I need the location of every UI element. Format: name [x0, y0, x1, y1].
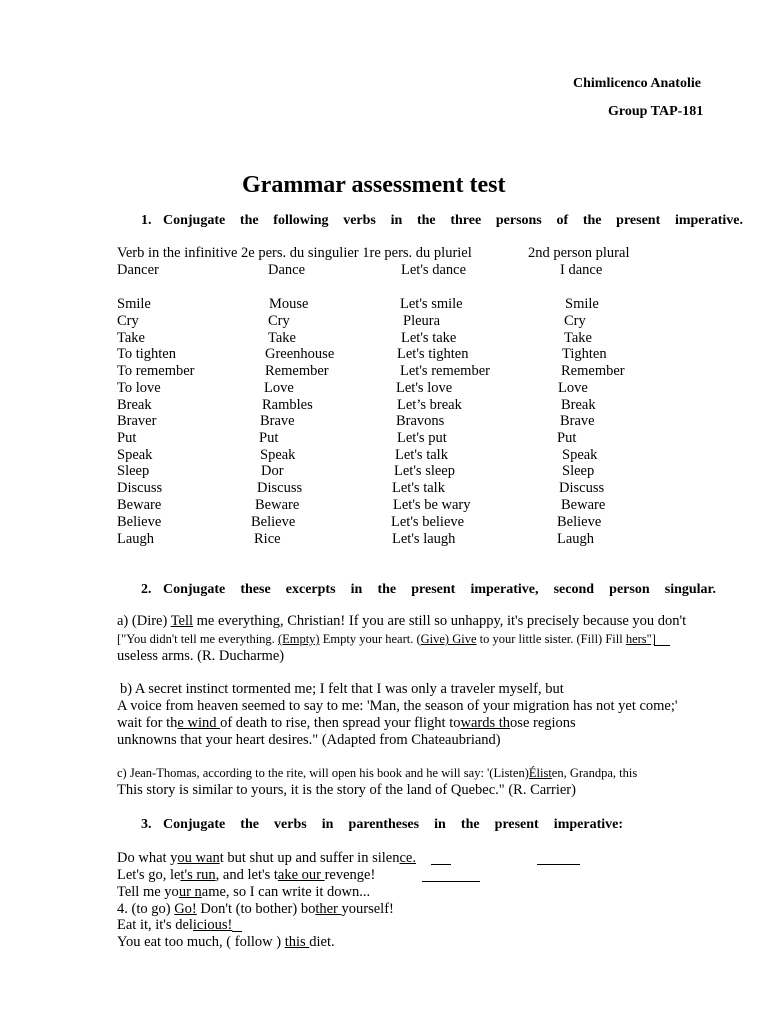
second-person-plural-cell: Cry: [564, 313, 586, 329]
second-person-singular-cell: Speak: [260, 447, 296, 463]
q3-line-6: You eat too much, ( follow ) this diet.: [117, 934, 335, 950]
first-person-plural-cell: Let's smile: [400, 296, 463, 312]
author-name: Chimlicenco Anatolie: [573, 76, 701, 91]
q2-instruction: Conjugate these excerpts in the present imperative, second person singular.: [163, 582, 716, 597]
second-person-singular-cell: Put: [259, 430, 279, 446]
first-person-plural-cell: Let's believe: [391, 514, 465, 530]
second-person-plural-cell: Laugh: [557, 531, 595, 547]
second-person-plural-cell: Smile: [565, 296, 599, 312]
second-person-plural-cell: Brave: [560, 413, 595, 429]
infinitive-cell: Laugh: [117, 531, 155, 547]
infinitive-cell: Break: [117, 397, 152, 413]
infinitive-cell: To remember: [117, 363, 195, 379]
second-person-plural-cell: Remember: [561, 363, 625, 379]
first-person-plural-cell: Let's take: [401, 330, 457, 346]
second-person-singular-cell: Rambles: [262, 397, 313, 413]
table-header-col-4: 2nd person plural: [528, 245, 630, 261]
q3-line-5: Eat it, it's delicious!: [117, 917, 233, 933]
second-person-plural-cell: Beware: [561, 497, 606, 513]
second-person-singular-cell: Dance: [268, 262, 306, 278]
answer-blank: [232, 931, 242, 932]
table-row: [0, 380, 768, 397]
table-row: [0, 330, 768, 347]
excerpt-a-line-3: useless arms. (R. Ducharme): [117, 648, 285, 664]
infinitive-cell: Take: [117, 330, 145, 346]
answer-blank: [654, 645, 670, 646]
table-header-cols-1-3: Verb in the infinitive 2e pers. du singulier 1re pers. du pluriel: [117, 245, 472, 261]
q3-number: 3.: [141, 817, 152, 832]
answer-blank: [431, 864, 451, 865]
table-row: [0, 413, 768, 430]
first-person-plural-cell: Let's love: [396, 380, 453, 396]
second-person-singular-cell: Cry: [268, 313, 290, 329]
second-person-singular-cell: Believe: [251, 514, 296, 530]
infinitive-cell: To love: [117, 380, 161, 396]
infinitive-cell: Believe: [117, 514, 162, 530]
infinitive-cell: Sleep: [117, 463, 150, 479]
table-row: [0, 531, 768, 548]
table-row: [0, 514, 768, 531]
excerpt-b-line-2: A voice from heaven seemed to say to me: 'Man, the season of your migration has not yet come;': [117, 698, 678, 714]
second-person-singular-cell: Rice: [254, 531, 281, 547]
first-person-plural-cell: Let's talk: [392, 480, 445, 496]
table-row: [0, 430, 768, 447]
group-label: Group TAP-181: [608, 104, 704, 119]
q3-line-1: Do what you want but shut up and suffer in silence.: [117, 850, 416, 866]
first-person-plural-cell: Bravons: [396, 413, 445, 429]
infinitive-cell: Smile: [117, 296, 151, 312]
excerpt-b-line-4: unknowns that your heart desires." (Adapted from Chateaubriand): [117, 732, 501, 748]
q1-number: 1.: [141, 213, 152, 228]
first-person-plural-cell: Let's dance: [401, 262, 467, 278]
infinitive-cell: Put: [117, 430, 137, 446]
infinitive-cell: Braver: [117, 413, 157, 429]
second-person-plural-cell: Tighten: [562, 346, 607, 362]
q1-instruction: Conjugate the following verbs in the three persons of the present imperative.: [163, 213, 743, 228]
second-person-plural-cell: Break: [561, 397, 596, 413]
q2-number: 2.: [141, 582, 152, 597]
second-person-plural-cell: Believe: [557, 514, 602, 530]
first-person-plural-cell: Let's talk: [395, 447, 448, 463]
second-person-singular-cell: Discuss: [257, 480, 303, 496]
table-row: [0, 262, 768, 279]
table-row: [0, 397, 768, 414]
page-title: Grammar assessment test: [242, 172, 506, 198]
first-person-plural-cell: Pleura: [403, 313, 441, 329]
table-row: [0, 447, 768, 464]
q3-instruction: Conjugate the verbs in parentheses in the present imperative:: [163, 817, 623, 832]
infinitive-cell: To tighten: [117, 346, 176, 362]
first-person-plural-cell: Let’s break: [397, 397, 462, 413]
first-person-plural-cell: Let's tighten: [397, 346, 469, 362]
second-person-singular-cell: Beware: [255, 497, 300, 513]
first-person-plural-cell: Let's be wary: [393, 497, 471, 513]
first-person-plural-cell: Let's laugh: [392, 531, 456, 547]
second-person-singular-cell: Greenhouse: [265, 346, 335, 362]
table-row: [0, 363, 768, 380]
table-row: [0, 480, 768, 497]
excerpt-a-line-2: ["You didn't tell me everything. (Empty) Empty your heart. (Give) Give to your little sister. (Fill) Fill hers"]: [117, 632, 656, 646]
second-person-plural-cell: Sleep: [562, 463, 595, 479]
excerpt-c-line-2: This story is similar to yours, it is the story of the land of Quebec." (R. Carrier): [117, 782, 576, 798]
second-person-plural-cell: I dance: [560, 262, 603, 278]
second-person-singular-cell: Remember: [265, 363, 329, 379]
first-person-plural-cell: Let's put: [397, 430, 447, 446]
second-person-plural-cell: Put: [557, 430, 577, 446]
excerpt-b-line-3: wait for the wind of death to rise, then spread your flight towards those regions: [117, 715, 576, 731]
second-person-singular-cell: Take: [268, 330, 296, 346]
q3-line-4: 4. (to go) Go! Don't (to bother) bother yourself!: [117, 901, 394, 917]
second-person-singular-cell: Dor: [261, 463, 284, 479]
table-row: [0, 497, 768, 514]
excerpt-b-line-1: b) A secret instinct tormented me; I felt that I was only a traveler myself, but: [120, 681, 564, 697]
table-row: [0, 296, 768, 313]
second-person-singular-cell: Mouse: [269, 296, 309, 312]
first-person-plural-cell: Let's sleep: [394, 463, 455, 479]
table-row: [0, 463, 768, 480]
second-person-plural-cell: Discuss: [559, 480, 605, 496]
table-row: [0, 313, 768, 330]
first-person-plural-cell: Let's remember: [400, 363, 490, 379]
answer-blank: [537, 864, 580, 865]
infinitive-cell: Speak: [117, 447, 153, 463]
second-person-plural-cell: Take: [564, 330, 592, 346]
infinitive-cell: Dancer: [117, 262, 159, 278]
second-person-plural-cell: Speak: [562, 447, 598, 463]
excerpt-a-line-1: a) (Dire) Tell me everything, Christian! If you are still so unhappy, it's precisely because you don't: [117, 613, 687, 629]
excerpt-c-line-1: c) Jean-Thomas, according to the rite, will open his book and he will say: '(Listen)Élisten, Grandpa, this: [117, 766, 638, 780]
infinitive-cell: Cry: [117, 313, 139, 329]
q3-line-2: Let's go, let's run, and let's take our revenge!: [117, 867, 376, 883]
q3-line-3: Tell me your name, so I can write it down...: [117, 884, 371, 900]
table-row: [0, 346, 768, 363]
infinitive-cell: Discuss: [117, 480, 163, 496]
answer-blank: [422, 881, 480, 882]
second-person-plural-cell: Love: [558, 380, 588, 396]
second-person-singular-cell: Brave: [260, 413, 295, 429]
infinitive-cell: Beware: [117, 497, 162, 513]
second-person-singular-cell: Love: [264, 380, 294, 396]
